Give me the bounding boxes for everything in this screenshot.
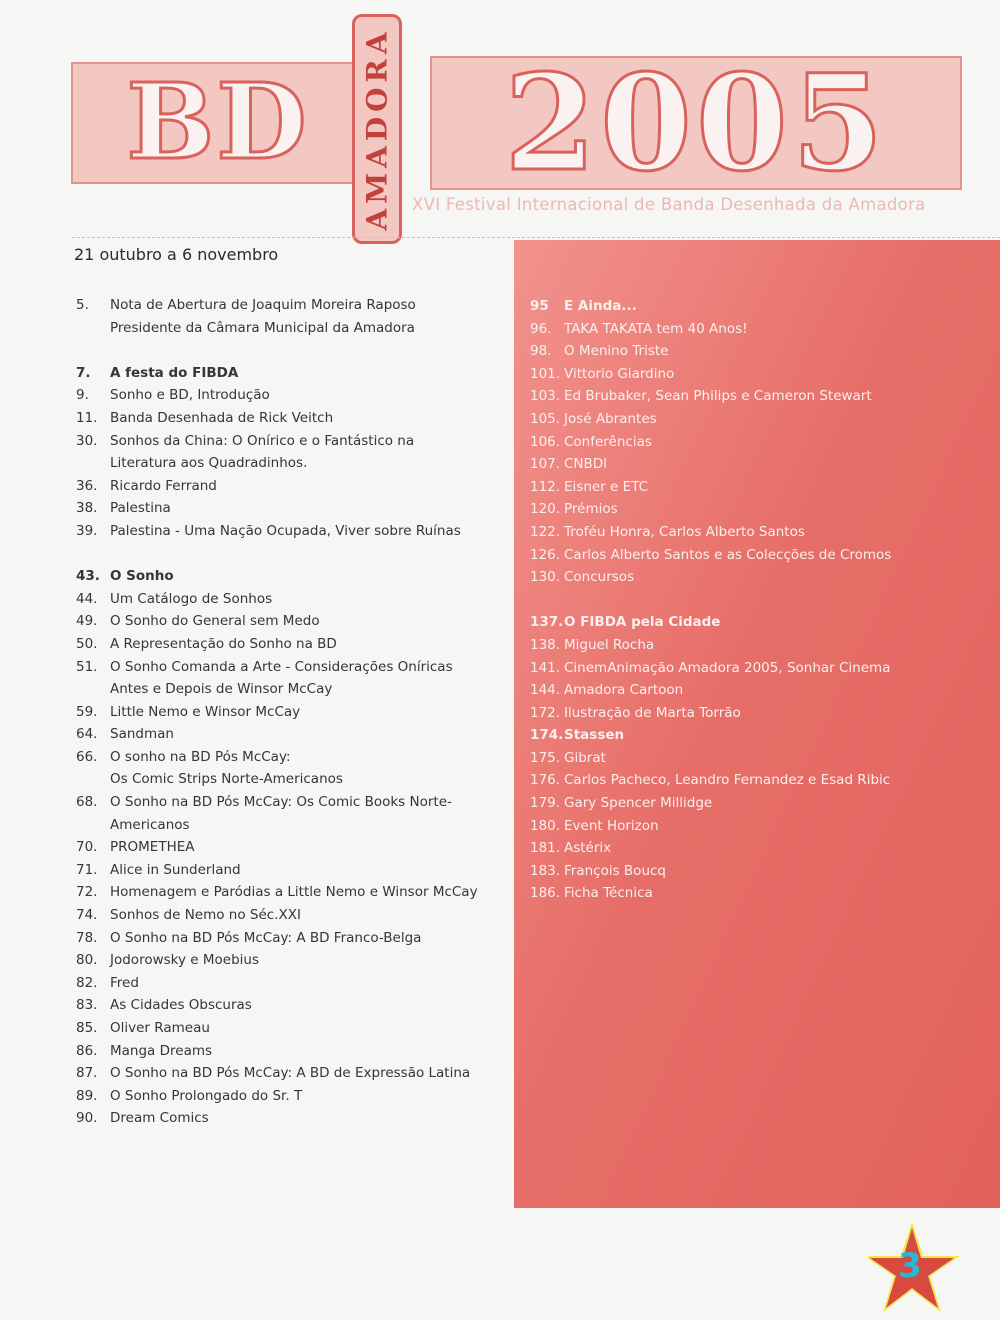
toc-title: O Sonho Prolongado do Sr. T bbox=[110, 1087, 303, 1104]
toc-title: Stassen bbox=[564, 727, 625, 744]
toc-entry bbox=[530, 521, 980, 544]
toc-title: Americanos bbox=[110, 816, 190, 833]
toc-title: Palestina bbox=[110, 500, 171, 517]
toc-title: Sandman bbox=[110, 726, 174, 743]
toc-title: O FIBDA pela Cidade bbox=[564, 614, 721, 631]
toc-page-number: 175. bbox=[530, 749, 561, 766]
toc-page-number: 107. bbox=[530, 456, 561, 473]
toc-entry bbox=[76, 430, 506, 453]
toc-entry bbox=[76, 904, 506, 927]
toc-page-number: 83. bbox=[76, 997, 98, 1014]
amadora-logo-tag bbox=[352, 14, 402, 244]
toc-entry bbox=[530, 837, 980, 860]
toc-title: Astérix bbox=[564, 840, 612, 857]
toc-page-number: 43. bbox=[76, 568, 100, 585]
toc-title: Gibrat bbox=[564, 749, 606, 766]
toc-entry bbox=[530, 544, 980, 567]
toc-page-number: 74. bbox=[76, 907, 98, 924]
toc-entry bbox=[76, 520, 506, 543]
toc-title: Concursos bbox=[564, 569, 635, 586]
toc-page-number: 30. bbox=[76, 432, 98, 449]
header bbox=[0, 0, 1000, 264]
toc-entry bbox=[530, 724, 980, 747]
toc-entry bbox=[530, 385, 980, 408]
toc-title: Amadora Cartoon bbox=[564, 682, 684, 699]
toc-page-number: 44. bbox=[76, 590, 98, 607]
toc-title: O Sonho na BD Pós McCay: Os Comic Books Norte- bbox=[110, 794, 452, 811]
toc-left-column bbox=[76, 294, 506, 1130]
toc-page-number: 179. bbox=[530, 795, 561, 812]
page-number: 3 bbox=[898, 1246, 922, 1286]
toc-title: Um Catálogo de Sonhos bbox=[110, 590, 273, 607]
toc-page-number: 64. bbox=[76, 726, 98, 743]
toc-page-number: 87. bbox=[76, 1065, 98, 1082]
toc-page-number: 90. bbox=[76, 1110, 98, 1127]
toc-right-column bbox=[530, 295, 980, 905]
toc-title: Homenagem e Paródias a Little Nemo e Winsor McCay bbox=[110, 884, 478, 901]
toc-entry bbox=[530, 498, 980, 521]
toc-entry bbox=[76, 1062, 506, 1085]
toc-page-number: 172. bbox=[530, 704, 561, 721]
toc-page-number: 122. bbox=[530, 523, 561, 540]
toc-page-number: 144. bbox=[530, 682, 561, 699]
toc-page-number: 59. bbox=[76, 703, 98, 720]
toc-entry bbox=[530, 815, 980, 838]
toc-entry bbox=[76, 497, 506, 520]
toc-title: As Cidades Obscuras bbox=[110, 997, 252, 1014]
toc-title: Little Nemo e Winsor McCay bbox=[110, 703, 301, 720]
toc-title: Event Horizon bbox=[564, 817, 659, 834]
toc-page-number: 181. bbox=[530, 840, 561, 857]
toc-entry bbox=[530, 611, 980, 634]
toc-title: Conferências bbox=[564, 433, 652, 450]
toc-entry bbox=[530, 747, 980, 770]
toc-entry bbox=[530, 476, 980, 499]
toc-entry bbox=[530, 860, 980, 883]
toc-entry bbox=[530, 431, 980, 454]
toc-title: Sonhos de Nemo no Séc.XXI bbox=[110, 907, 301, 924]
toc-entry bbox=[76, 701, 506, 724]
toc-entry bbox=[530, 453, 980, 476]
toc-page-number: 180. bbox=[530, 817, 561, 834]
toc-title: O Menino Triste bbox=[564, 343, 669, 360]
toc-title: PROMETHEA bbox=[110, 839, 195, 856]
festival-dates: 21 outubro a 6 novembro bbox=[74, 245, 279, 264]
toc-spacer bbox=[76, 339, 506, 362]
toc-entry bbox=[76, 317, 506, 340]
toc-page-number: 137. bbox=[530, 614, 564, 631]
toc-title: Presidente da Câmara Municipal da Amadora bbox=[110, 319, 415, 336]
toc-page-number: 96. bbox=[530, 320, 552, 337]
toc-title: Ilustração de Marta Torrão bbox=[564, 704, 741, 721]
toc-title: Carlos Alberto Santos e as Colecções de Cromos bbox=[564, 546, 892, 563]
toc-title: TAKA TAKATA tem 40 Anos! bbox=[564, 320, 748, 337]
toc-title: Eisner e ETC bbox=[564, 478, 649, 495]
toc-entry bbox=[530, 792, 980, 815]
toc-entry bbox=[530, 657, 980, 680]
toc-entry bbox=[76, 994, 506, 1017]
toc-entry bbox=[76, 836, 506, 859]
toc-title: Troféu Honra, Carlos Alberto Santos bbox=[564, 523, 805, 540]
toc-page-number: 120. bbox=[530, 501, 561, 518]
toc-page-number: 98. bbox=[530, 343, 552, 360]
toc-entry bbox=[76, 384, 506, 407]
toc-page-number: 50. bbox=[76, 635, 98, 652]
toc-title: O sonho na BD Pós McCay: bbox=[110, 748, 291, 765]
toc-title: O Sonho Comanda a Arte - Considerações Oníricas bbox=[110, 658, 453, 675]
bd-logo-text: BD bbox=[126, 60, 309, 183]
toc-entry bbox=[76, 1017, 506, 1040]
toc-entry bbox=[530, 634, 980, 657]
toc-spacer bbox=[530, 589, 980, 612]
toc-title: François Boucq bbox=[564, 862, 666, 879]
toc-entry bbox=[76, 588, 506, 611]
toc-title: Vittorio Giardino bbox=[564, 365, 675, 382]
toc-page-number: 51. bbox=[76, 658, 98, 675]
year-logo-text: 2005 bbox=[504, 46, 888, 201]
toc-entry bbox=[76, 881, 506, 904]
toc-entry bbox=[76, 452, 506, 475]
toc-entry bbox=[76, 972, 506, 995]
toc-title: Oliver Rameau bbox=[110, 1020, 210, 1036]
toc-page-number: 68. bbox=[76, 794, 98, 811]
toc-title: Jodorowsky e Moebius bbox=[110, 952, 259, 969]
toc-entry bbox=[76, 768, 506, 791]
toc-page-number: 38. bbox=[76, 500, 98, 517]
toc-title: Sonho e BD, Introdução bbox=[110, 387, 270, 404]
toc-entry bbox=[76, 1107, 506, 1130]
toc-entry bbox=[530, 295, 980, 318]
toc-title: CinemAnimação Amadora 2005, Sonhar Cinema bbox=[564, 659, 891, 676]
toc-page-number: 126. bbox=[530, 546, 561, 563]
toc-page-number: 11. bbox=[76, 409, 98, 426]
toc-page-number: 89. bbox=[76, 1087, 98, 1104]
toc-page-number: 105. bbox=[530, 410, 561, 427]
toc-page-number: 130. bbox=[530, 569, 561, 586]
bd-logo-box bbox=[71, 62, 364, 184]
toc-page-number: 36. bbox=[76, 477, 98, 494]
toc-page-number: 103. bbox=[530, 388, 561, 405]
toc-page-number: 186. bbox=[530, 885, 561, 902]
toc-title: Gary Spencer Millidge bbox=[564, 795, 713, 812]
toc-title: Literatura aos Quadradinhos. bbox=[110, 455, 308, 472]
toc-title: Dream Comics bbox=[110, 1110, 209, 1127]
toc-entry bbox=[76, 723, 506, 746]
toc-page-number: 101. bbox=[530, 365, 561, 382]
toc-page-number: 106. bbox=[530, 433, 561, 450]
toc-entry bbox=[76, 407, 506, 430]
toc-title: Ed Brubaker, Sean Philips e Cameron Stewart bbox=[564, 388, 872, 405]
toc-entry bbox=[530, 566, 980, 589]
toc-title: Palestina - Uma Nação Ocupada, Viver sobre Ruínas bbox=[110, 522, 461, 539]
toc-entry bbox=[76, 814, 506, 837]
year-logo-box bbox=[430, 46, 962, 201]
toc-page-number: 82. bbox=[76, 974, 98, 991]
toc-entry bbox=[530, 882, 980, 905]
toc-entry bbox=[530, 769, 980, 792]
toc-entry bbox=[76, 1085, 506, 1108]
toc-entry bbox=[76, 927, 506, 950]
toc-entry bbox=[76, 791, 506, 814]
page-number-badge bbox=[868, 1222, 972, 1316]
toc-title: O Sonho do General sem Medo bbox=[110, 613, 320, 630]
toc-title: Antes e Depois de Winsor McCay bbox=[110, 681, 333, 698]
toc-title: José Abrantes bbox=[564, 410, 657, 427]
toc-entry bbox=[76, 746, 506, 769]
toc-entry bbox=[76, 859, 506, 882]
toc-page-number: 176. bbox=[530, 772, 561, 789]
toc-title: A Representação do Sonho na BD bbox=[110, 635, 337, 652]
toc-page-number: 9. bbox=[76, 387, 89, 404]
toc-title: O Sonho bbox=[110, 568, 174, 585]
toc-page-number: 49. bbox=[76, 613, 98, 630]
toc-entry bbox=[76, 1040, 506, 1063]
toc-title: Alice in Sunderland bbox=[110, 861, 241, 878]
toc-title: O Sonho na BD Pós McCay: A BD Franco-Belga bbox=[110, 929, 422, 946]
toc-title: O Sonho na BD Pós McCay: A BD de Expressão Latina bbox=[110, 1065, 471, 1082]
toc-title: Nota de Abertura de Joaquim Moreira Raposo bbox=[110, 297, 416, 313]
toc-page-number: 72. bbox=[76, 884, 98, 901]
toc-page-number: 66. bbox=[76, 748, 98, 765]
toc-entry bbox=[530, 679, 980, 702]
toc-page-number: 7. bbox=[76, 364, 91, 381]
toc-page-number: 112. bbox=[530, 478, 561, 495]
toc-entry bbox=[530, 702, 980, 725]
toc-page-number: 80. bbox=[76, 952, 98, 969]
toc-entry bbox=[76, 656, 506, 679]
toc-title: Carlos Pacheco, Leandro Fernandez e Esad Ribic bbox=[564, 772, 891, 789]
toc-title: A festa do FIBDA bbox=[110, 364, 239, 381]
toc-entry bbox=[76, 678, 506, 701]
toc-title: Ricardo Ferrand bbox=[110, 477, 217, 494]
toc-page-number: 78. bbox=[76, 929, 98, 946]
toc-entry bbox=[530, 363, 980, 386]
amadora-logo-text: AMADORA bbox=[360, 27, 394, 231]
toc-page-number: 86. bbox=[76, 1042, 98, 1059]
toc-title: Fred bbox=[110, 974, 139, 991]
toc-page-number: 70. bbox=[76, 839, 98, 856]
toc-title: Prémios bbox=[564, 501, 618, 518]
toc-entry bbox=[76, 949, 506, 972]
toc-title: Manga Dreams bbox=[110, 1042, 213, 1059]
toc-title: Miguel Rocha bbox=[564, 636, 655, 653]
toc-page-number: 141. bbox=[530, 659, 561, 676]
toc-title: CNBDI bbox=[564, 456, 608, 473]
dashed-divider bbox=[72, 237, 1000, 238]
toc-entry bbox=[530, 340, 980, 363]
toc-page-number: 5. bbox=[76, 297, 89, 313]
toc-entry bbox=[76, 610, 506, 633]
festival-subtitle: XVI Festival Internacional de Banda Desenhada da Amadora bbox=[412, 195, 926, 214]
toc-page-number: 174. bbox=[530, 727, 564, 744]
toc-title: Ficha Técnica bbox=[564, 885, 653, 902]
toc-spacer bbox=[76, 543, 506, 566]
toc-entry bbox=[76, 565, 506, 588]
toc-page-number: 39. bbox=[76, 522, 98, 539]
toc-entry bbox=[76, 294, 506, 317]
toc-title: E Ainda... bbox=[564, 298, 637, 314]
toc-page-number: 95 bbox=[530, 298, 549, 314]
toc-page-number: 138. bbox=[530, 636, 561, 653]
toc-page-number: 71. bbox=[76, 861, 98, 878]
toc-entry bbox=[76, 475, 506, 498]
toc-page-number: 85. bbox=[76, 1020, 98, 1036]
toc-title: Os Comic Strips Norte-Americanos bbox=[110, 771, 343, 788]
toc-entry bbox=[76, 362, 506, 385]
toc-title: Sonhos da China: O Onírico e o Fantástico na bbox=[110, 432, 415, 449]
toc-title: Banda Desenhada de Rick Veitch bbox=[110, 409, 334, 426]
toc-entry bbox=[76, 633, 506, 656]
toc-page-number: 183. bbox=[530, 862, 561, 879]
toc-entry bbox=[530, 318, 980, 341]
toc-entry bbox=[530, 408, 980, 431]
